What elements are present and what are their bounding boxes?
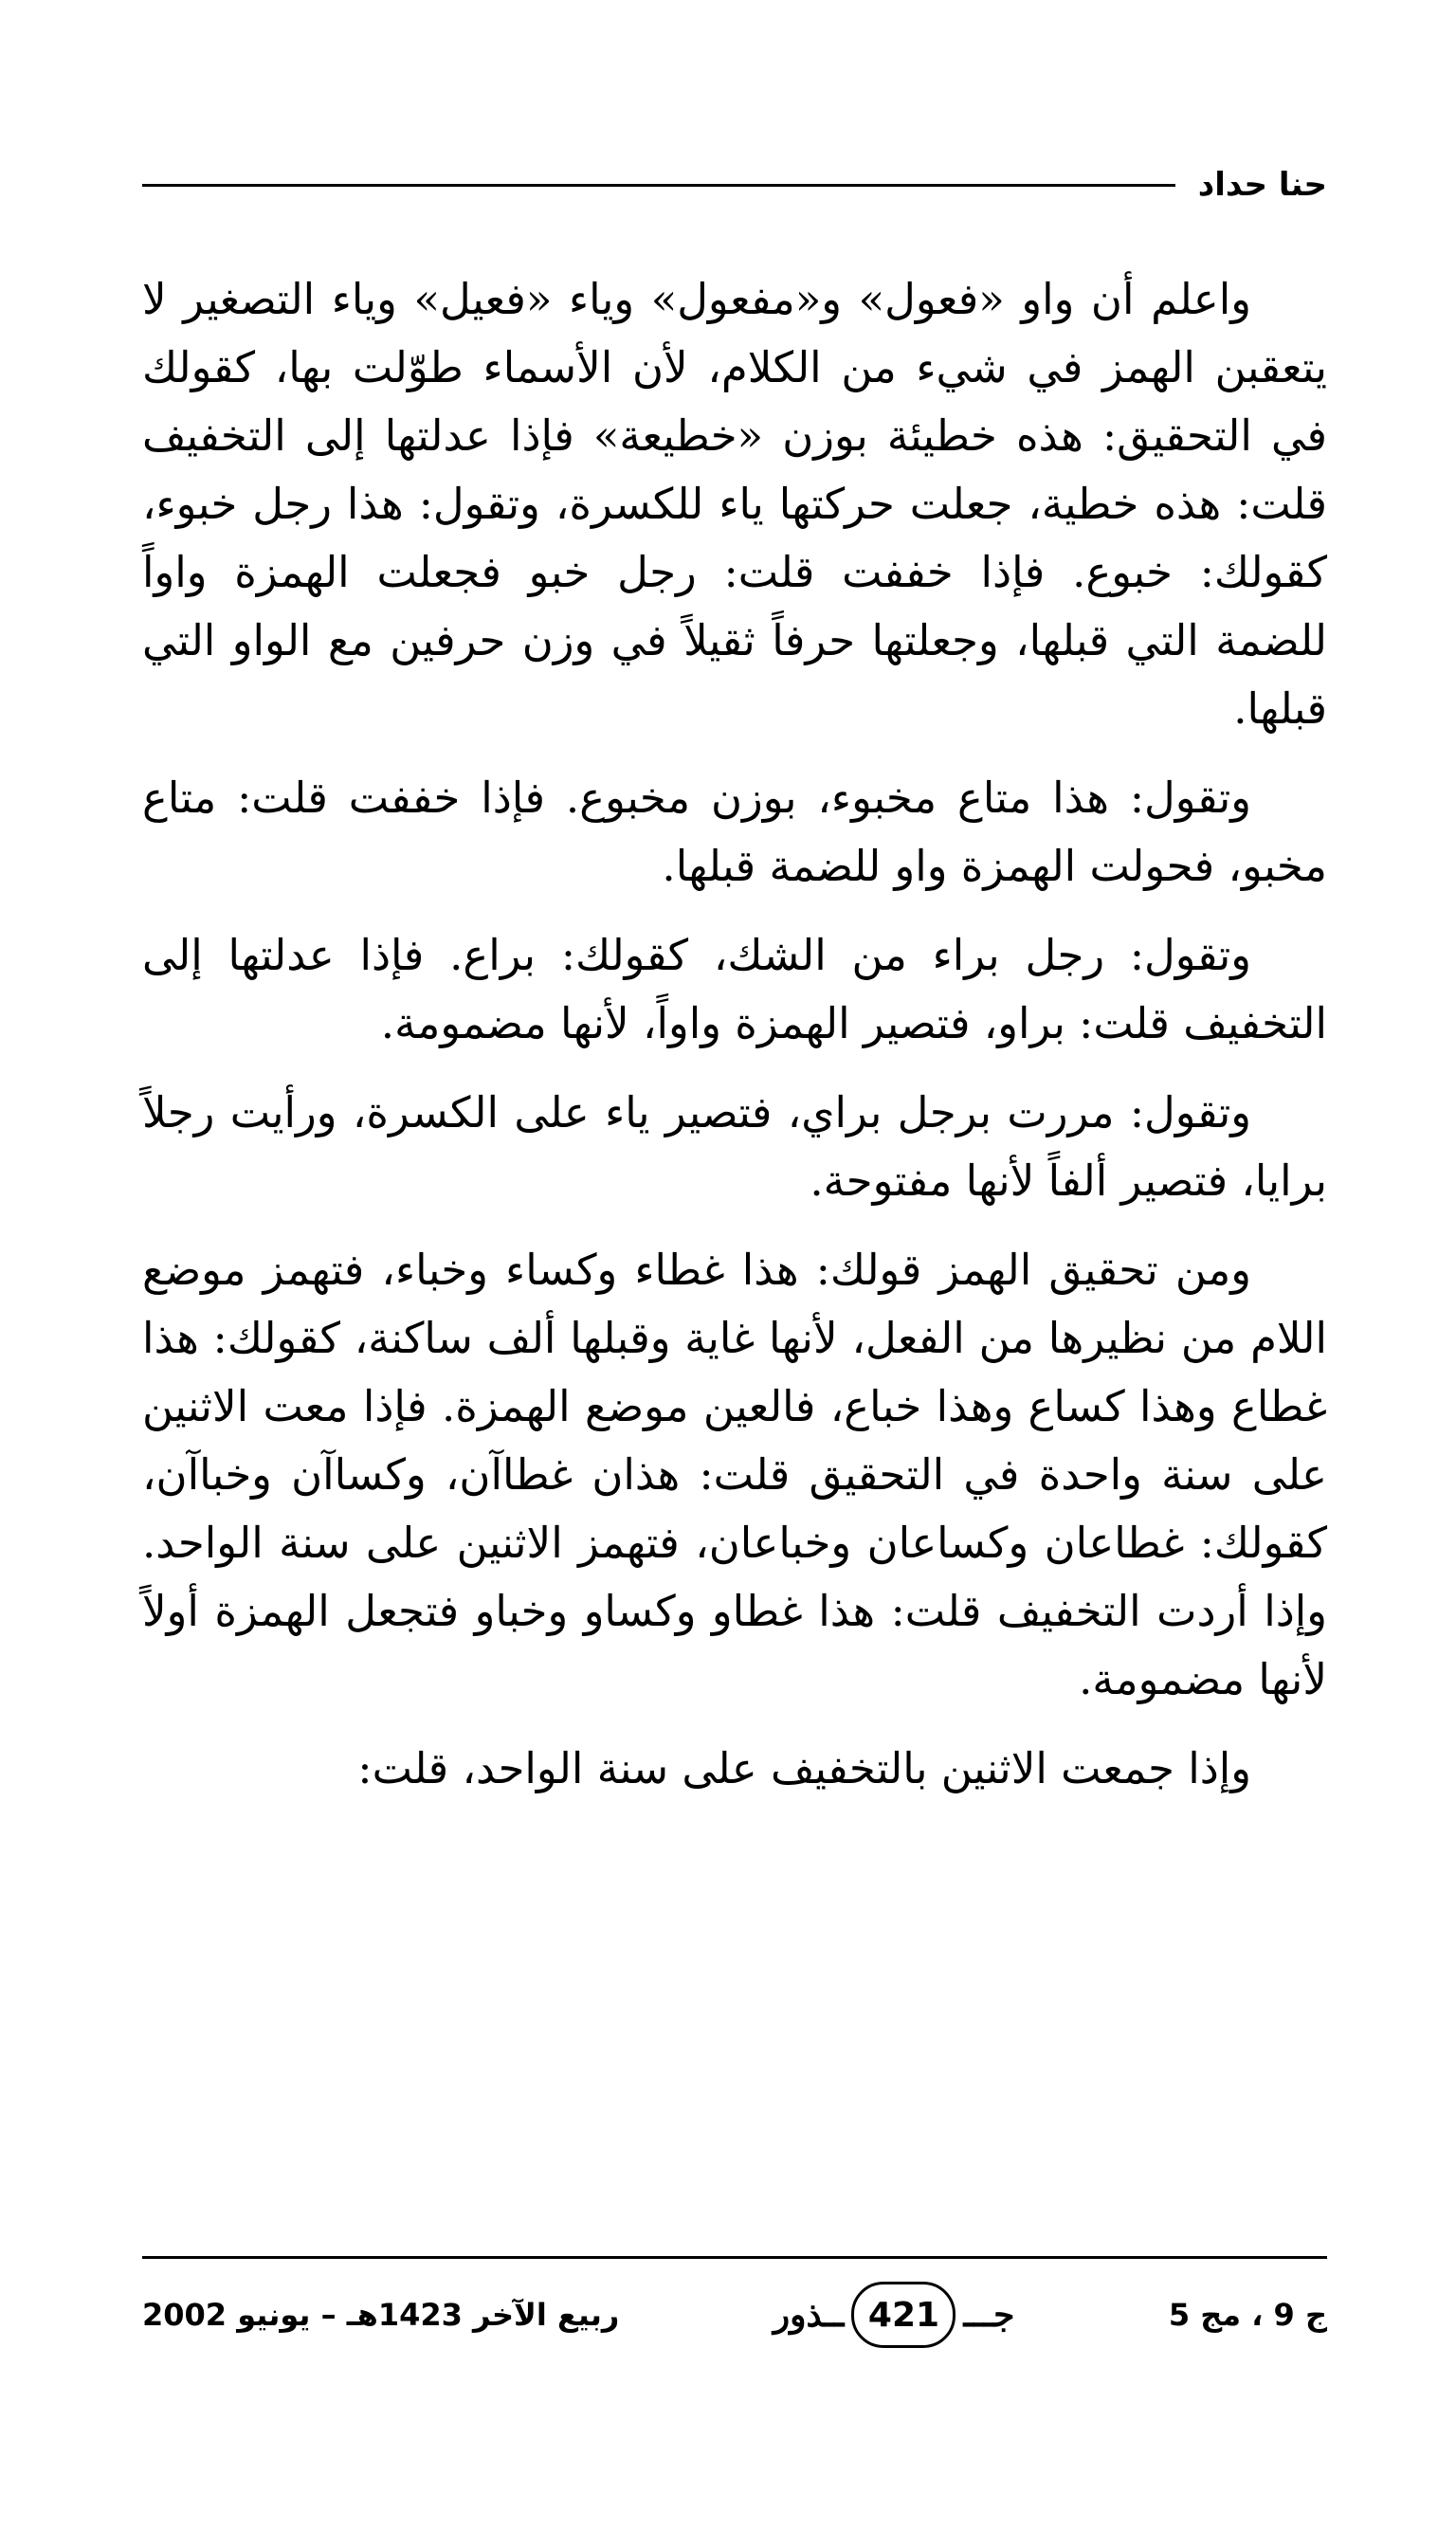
document-page <box>142 142 1327 2398</box>
paragraph: واعلم أن واو «فعول» و«مفعول» وياء «فعيل» وياء التصغير لا يتعقبن الهمز في شيء من الكلام، لأن الأسماء طوّلت بها، كقولك في التحقيق: هذه خطيئة بوزن «خطيعة» فإذا عدلتها إلى التخفيف قلت: هذه خطية، جعلت حركتها ياء للكسرة، وتقول: هذا رجل خبوء، كقولك: خبوع. فإذا خففت قلت: رجل خبو فجعلت الهمزة واواً للضمة التي قبلها، وجعلتها حرفاً ثقيلاً في وزن حرفين مع الواو التي قبلها. <box>142 274 1327 734</box>
footer-date: ربيع الآخر 1423هـ – يونيو 2002 <box>142 2297 620 2333</box>
paragraph: وتقول: رجل براء من الشك، كقولك: براع. فإذا عدلتها إلى التخفيف قلت: براو، فتصير الهمزة واواً، لأنها مضمومة. <box>142 930 1327 1048</box>
body-text <box>142 265 1327 1803</box>
footer-journal-block <box>774 2282 1015 2348</box>
running-header <box>142 142 1327 228</box>
header-author: حنا حداد <box>1197 166 1327 204</box>
header-rule <box>142 184 1175 187</box>
paragraph: وإذا جمعت الاثنين بالتخفيف على سنة الواحد، قلت: <box>357 1743 1251 1793</box>
footer-line <box>142 2282 1327 2348</box>
paragraph: ومن تحقيق الهمز قولك: هذا غطاء وكساء وخباء، فتهمز موضع اللام من نظيرها من الفعل، لأنها غاية وقبلها ألف ساكنة، كقولك: هذا غطاع وهذا كساع وهذا خباع، فالعين موضع الهمزة. فإذا معت الاثنين على سنة واحدة في التحقيق قلت: هذان غطاآن، وكساآن وخباآن، كقولك: غطاعان وكساعان وخباعان، فتهمز الاثنين على سنة الواحد. وإذا أردت التخفيف قلت: هذا غطاو وكساو وخباو فتجعل الهمزة أولاً لأنها مضمومة. <box>142 1245 1327 1704</box>
paragraph: وتقول: هذا متاع مخبوء، بوزن مخبوع. فإذا خففت قلت: متاع مخبو، فحولت الهمزة واو للضمة قبلها. <box>142 773 1327 891</box>
footer-journal-right: ــذور <box>773 2295 845 2335</box>
footer-rule <box>142 2256 1327 2259</box>
page-number: 421 <box>851 2282 956 2348</box>
paragraph: وتقول: مررت برجل براي، فتصير ياء على الكسرة، ورأيت رجلاً برايا، فتصير ألفاً لأنها مفتوحة. <box>142 1087 1327 1206</box>
footer-journal-left: جـــ <box>963 2295 1015 2335</box>
page-footer <box>142 2256 1327 2348</box>
footer-volume: ج 9 ، مج 5 <box>1168 2297 1327 2333</box>
